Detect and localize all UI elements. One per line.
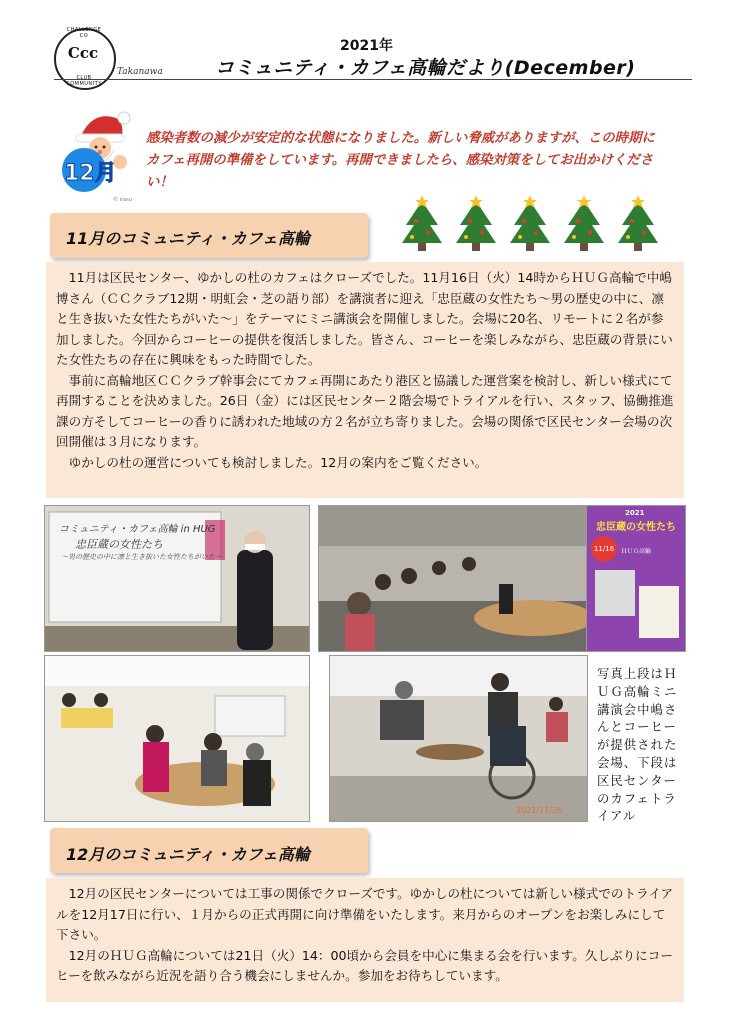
christmas-tree-icon (618, 195, 658, 251)
photo-caption: 写真上段はＨＵＧ高輪ミニ講演会中嶋さんとコーヒーが提供された会場、下段は区民センターのカフェトライアル (597, 666, 678, 824)
section2-title: 12月のコミュニティ・カフェ高輪 (66, 845, 310, 864)
section2-paragraph: 12月の区民センターについては工事の関係でクローズです。ゆかしの杜については新しい様式でのトライアルを12月17日に行い、１月からの正式再開に向け準備をいたします。来月からのオープンをお楽しみにして下さい。 (56, 886, 674, 942)
photo-date-stamp: 2021/11/26 (516, 806, 563, 815)
christmas-tree-icon (402, 195, 442, 251)
poster-place: ＨＵＧ高輪 (621, 548, 652, 555)
header-divider (54, 79, 692, 80)
section2-paragraph: 12月のＨＵＧ高輪については21日（火）14：00頃から会員を中心に集まる会を行います。久しぶりにコーヒーを飲みながら近況を語り合う機会にしませんか。参加をお待ちしています。 (56, 947, 673, 983)
event-poster (586, 505, 686, 652)
logo-ring-bottom: CLUB COMMUNITY (66, 75, 102, 87)
christmas-tree-icon (456, 195, 496, 251)
section1-paragraph: 事前に高輪地区ＣＣクラブ幹事会にてカフェ再開にあたり港区と協議した運営案を検討し、新しい様式にて再開することを決めました。26日（金）には区民センター２階会場でトライアルを行い、スタッフ、協働推進課の方そしてコーヒーの香りに誘われた地域の方２名が立ち寄りました。会場の関係で区民センター会場の次回開催は３月になります。 (56, 372, 674, 449)
copyright-mark: © irasu (113, 197, 132, 203)
poster-portrait (595, 570, 635, 616)
venue-scene (319, 506, 587, 651)
photo-trial-tables (44, 655, 310, 822)
trial-scene (45, 656, 309, 821)
section1-paragraph: ゆかしの杜の運営についても検討しました。12月の案内をご覧ください。 (68, 454, 488, 470)
section1-paragraph: 11月は区民センター、ゆかしの杜のカフェはクローズでした。11月16日（火）14時からＨＵＧ高輪で中嶋博さん（ＣＣクラブ12期・明虹会・芝の語り部）を講演者に迎え「忠臣蔵の女性たち～男の歴史の中に、凛と生き抜いた女性たちがいた～」をテーマにミニ講演会を開催しました。会場に20名、リモートに２名が参加しました。今回からコーヒーの提供を復活しました。皆さん、コーヒーを楽しみながら、忠臣蔵の背景にいた女性たちの存在に興味をもった時間でした。 (56, 270, 673, 367)
logo-text: Ccc (67, 44, 99, 62)
christmas-tree-icon (564, 195, 604, 251)
section1-title: 11月のコミュニティ・カフェ高輪 (66, 229, 310, 248)
section2-body (46, 878, 684, 1002)
poster-title: 忠臣蔵の女性たち (596, 522, 676, 533)
whiteboard-line: コミュニティ・カフェ高輪 in HUG (59, 524, 216, 535)
section1-body (46, 262, 684, 498)
poster-year: 2021 (625, 509, 645, 517)
whiteboard-line: ～男の歴史の中に凛と生き抜いた女性たちがいた～ (61, 553, 222, 561)
month-badge: 12月 (64, 161, 117, 186)
photo-lecture-speaker (44, 505, 310, 652)
newsletter-year: 2021年 (340, 38, 393, 54)
logo-ring-top: CHALLENGE CO (66, 27, 102, 39)
whiteboard-line: 忠臣蔵の女性たち (75, 538, 163, 551)
newsletter-title: コミュニティ・カフェ高輪だより(December) (215, 57, 636, 79)
christmas-tree-icon (510, 195, 550, 251)
poster-map (639, 586, 679, 638)
photo-trial-wheelchair (329, 655, 588, 822)
logo-subtitle: Takanawa (117, 67, 163, 77)
poster-date: 11/16 (591, 536, 617, 562)
christmas-trees (396, 195, 661, 255)
photo-lecture-venue (318, 505, 588, 652)
wheelchair-scene (330, 656, 587, 821)
intro-message: 感染者数の減少が安定的な状態になりました。新しい脅威がありますが、この時期にカフェ再開の準備をしています。再開できましたら、感染対策をしてお出かけください！ (146, 131, 655, 190)
